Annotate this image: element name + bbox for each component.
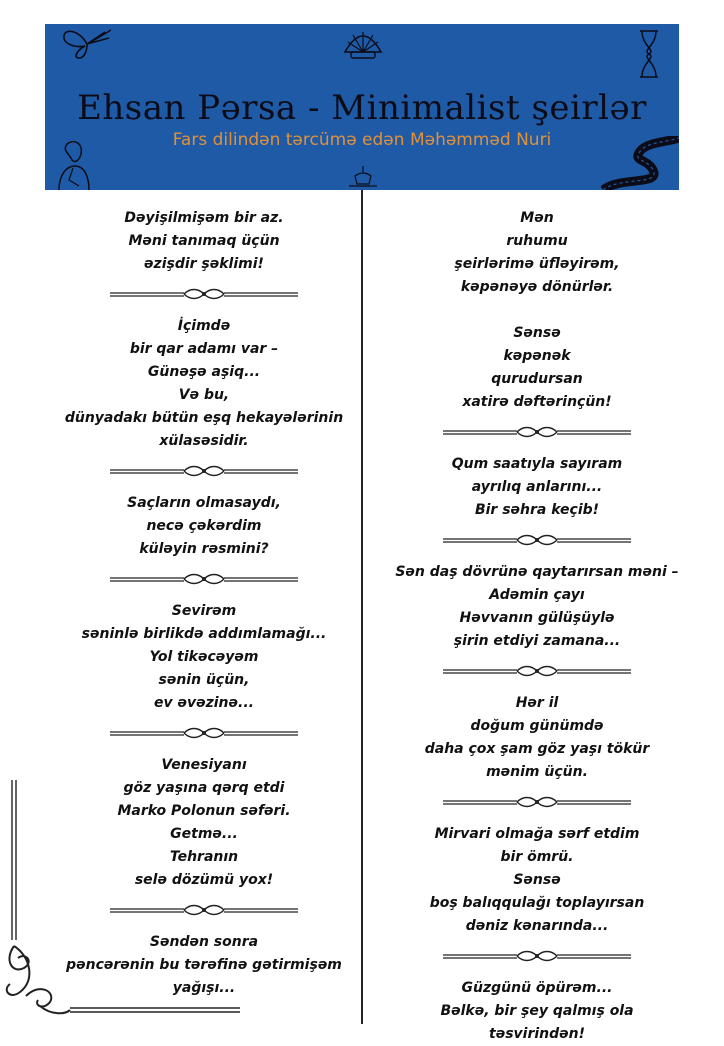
poem-line: necə çəkərdim [146,518,262,534]
poem-line: ev əvəzinə... [154,695,254,711]
poem-line: selə dözümü yox! [134,872,274,888]
candle-icon [343,164,383,190]
right-column [387,207,687,1046]
poem-line: mənim üçün. [486,764,588,780]
column-divider [361,190,363,1024]
poem-line: göz yaşına qərq etdi [123,780,285,796]
poem-line: Səndən sonra [149,934,259,950]
poem-line: səninlə birlikdə addımlamağı... [81,626,327,642]
ornament-divider-icon [439,533,635,547]
poem-line: bir qar adamı var – [129,341,279,357]
page-subtitle: Fars dilindən tərcümə edən Məhəmməd Nuri [172,130,552,150]
poem-line: qurudursan [491,371,583,387]
poem-right-5 [387,692,687,784]
poem-line: xatirə dəftərinçün! [462,394,612,410]
ornament-divider-icon [439,949,635,963]
poem-line: Güzgünü öpürəm... [461,980,613,996]
poem-right-6 [387,823,687,938]
poem-left-2 [54,315,354,453]
ornament-divider-icon [439,425,635,439]
poem-line: doğum günümdə [470,718,604,734]
poem-right-3 [387,453,687,522]
poem-line: Marko Polonun səfəri. [117,803,291,819]
poem-line: ruhumu [506,233,568,249]
ornament-divider-icon [439,795,635,809]
poem-line: daha çox şam göz yaşı tökür [424,741,650,757]
poem-left-6 [54,931,354,1000]
poem-line: küləyin rəsmini? [139,541,269,557]
poem-line: Tehranın [169,849,239,865]
poem-line: əzişdir şəklimi! [144,256,264,272]
poem-line: dünyadakı bütün eşq hekayələrinin [64,410,344,426]
poem-line: şeirlərimə üfləyirəm, [454,256,620,272]
poem-line: Dəyişilmişəm bir az. [124,210,284,226]
poem-right-7 [387,977,687,1046]
poem-line: Qum saatıyla sayıram [451,456,623,472]
poem-line: Adəmin çayı [489,587,585,603]
ornament-divider-icon [106,572,302,586]
left-column [54,207,354,1000]
poem-line: ayrılıq anlarını... [471,479,603,495]
poem-line: xülasəsidir. [159,433,249,449]
poem-line: Sən daş dövrünə qaytarırsan məni – [395,564,679,580]
poem-line: Mirvari olmağa sərf etdim [434,826,640,842]
poem-line: bir ömrü. [500,849,574,865]
poem-line: Məni tanımaq üçün [128,233,280,249]
poem-line: Hər il [515,695,559,711]
ornament-divider-icon [106,464,302,478]
poem-line: Və bu, [178,387,230,403]
poem-line: şirin etdiyi zamana... [453,633,621,649]
poem-line: Bəlkə, bir şey qalmış ola [440,1003,634,1019]
poem-left-3 [54,492,354,561]
poem-left-5 [54,754,354,892]
poem-line: dəniz kənarında... [465,918,609,934]
butterfly-icon [61,26,113,60]
poem-line: Venesiyanı [161,757,247,773]
poem-right-2 [387,322,687,414]
poem-line: Həvvanın gülüşüylə [459,610,615,626]
ornament-divider-icon [439,664,635,678]
poem-line: Getmə... [170,826,238,842]
poem-right-4 [387,561,687,653]
poem-line: Sevirəm [171,603,237,619]
ornament-divider-icon [106,903,302,917]
poem-line: kəpənək [503,348,571,364]
poem-line: Bir səhra keçib! [474,502,600,518]
poem-left-1 [54,207,354,276]
poem-line: pəncərənin bu tərəfinə gətirmişəm [66,957,342,973]
poem-line: Sənsə [513,325,561,341]
poem-line: sənin üçün, [158,672,250,688]
poem-line: Saçların olmasaydı, [127,495,281,511]
poem-line: boş balıqqulağı toplayırsan [429,895,645,911]
hourglass-icon [637,28,661,80]
page-title: Ehsan Pərsa - Minimalist şeirlər [77,88,647,128]
poem-line: Günəşə aşiq... [147,364,261,380]
poem-line: İçimdə [177,318,231,334]
poem-line: Sənsə [513,872,561,888]
header-banner [45,24,679,190]
poem-left-4 [54,600,354,715]
seashell-icon [341,26,385,62]
ornament-divider-icon [106,726,302,740]
poem-line: kəpənəyə dönürlər. [460,279,614,295]
poem-line: Yol tikəcəyəm [149,649,259,665]
poem-right-1 [387,207,687,299]
poem-line: Mən [520,210,554,226]
poem-line: təsvirindən! [489,1026,585,1042]
poem-line: yağışı... [172,980,236,996]
ornament-divider-icon [106,287,302,301]
